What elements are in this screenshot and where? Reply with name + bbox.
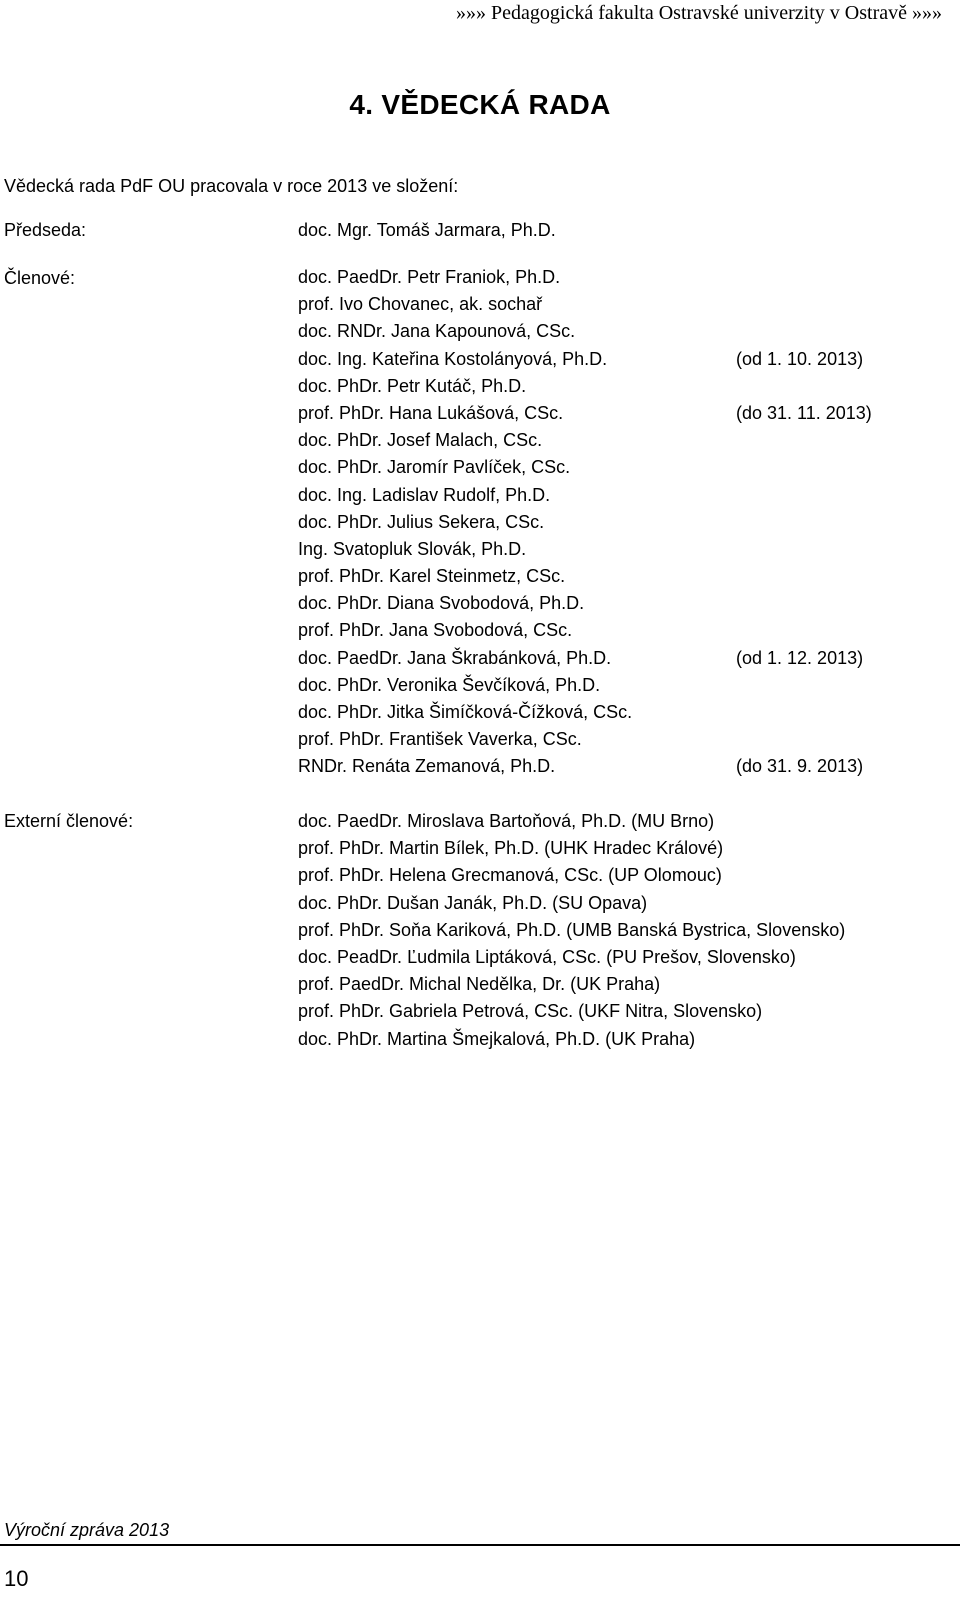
member-item <box>298 373 632 400</box>
member-name: prof. PhDr. Hana Lukášová, CSc. <box>298 402 564 423</box>
external-member-item: doc. PhDr. Martina Šmejkalová, Ph.D. (UK Praha) <box>298 1028 696 1049</box>
member-note: (od 1. 12. 2013) <box>736 647 864 668</box>
external-member-item: prof. PhDr. Helena Grecmanová, CSc. (UP Olomouc) <box>298 865 722 886</box>
chair-name: doc. Mgr. Tomáš Jarmara, Ph.D. <box>298 220 556 240</box>
member-item <box>298 617 632 644</box>
member-name: doc. PhDr. Diana Svobodová, Ph.D. <box>298 593 585 614</box>
external-member-item: prof. PhDr. Soňa Kariková, Ph.D. (UMB Banská Bystrica, Slovensko) <box>298 919 846 940</box>
page-number: 10 <box>4 1566 29 1591</box>
members-list <box>298 264 872 781</box>
member-name: prof. PhDr. Jana Svobodová, CSc. <box>298 620 573 641</box>
external-member-item: prof. PaedDr. Michal Nedělka, Dr. (UK Praha) <box>298 974 661 995</box>
member-name: doc. PhDr. Jitka Šimíčková-Čížková, CSc. <box>298 702 633 722</box>
member-item <box>298 536 632 563</box>
external-member-item: doc. PaedDr. Miroslava Bartoňová, Ph.D. (MU Brno) <box>298 811 715 831</box>
members-label: Členové: <box>4 268 76 288</box>
section-title: 4. VĚDECKÁ RADA <box>349 89 611 120</box>
member-name: doc. PhDr. Josef Malach, CSc. <box>298 430 543 451</box>
member-item <box>298 400 872 427</box>
member-name: doc. PaedDr. Petr Franiok, Ph.D. <box>298 267 561 287</box>
external-member-item: doc. PeadDr. Ľudmila Liptáková, CSc. (PU Prešov, Slovensko) <box>298 946 796 967</box>
member-item <box>298 563 632 590</box>
member-item <box>298 482 632 509</box>
member-name: doc. RNDr. Jana Kapounová, CSc. <box>298 321 576 342</box>
member-item <box>298 509 632 536</box>
running-header: »»» Pedagogická fakulta Ostravské univerzity v Ostravě »»» <box>456 2 942 24</box>
member-name: doc. Ing. Kateřina Kostolányová, Ph.D. <box>298 348 608 369</box>
member-item <box>298 590 632 617</box>
external-member-item: prof. PhDr. Gabriela Petrová, CSc. (UKF Nitra, Slovensko) <box>298 1001 763 1022</box>
member-name: prof. Ivo Chovanec, ak. sochař <box>298 294 543 315</box>
member-name: doc. PaedDr. Jana Škrabánková, Ph.D. <box>298 647 612 668</box>
member-item <box>298 699 632 726</box>
member-item <box>298 264 632 291</box>
member-item <box>298 346 864 373</box>
member-note: (do 31. 11. 2013) <box>736 402 872 423</box>
external-members-list <box>298 808 845 1053</box>
member-item <box>298 672 632 699</box>
member-name: Ing. Svatopluk Slovák, Ph.D. <box>298 538 527 559</box>
intro-text: Vědecká rada PdF OU pracovala v roce 2013 ve složení: <box>4 176 459 196</box>
member-name: doc. PhDr. Petr Kutáč, Ph.D. <box>298 375 527 396</box>
member-item <box>298 291 632 318</box>
external-member-item: doc. PhDr. Dušan Janák, Ph.D. (SU Opava) <box>298 892 648 913</box>
external-members-label: Externí členové: <box>4 811 134 831</box>
member-name: doc. Ing. Ladislav Rudolf, Ph.D. <box>298 484 551 505</box>
member-name: doc. PhDr. Veronika Ševčíková, Ph.D. <box>298 674 601 695</box>
member-name: doc. PhDr. Julius Sekera, CSc. <box>298 511 545 532</box>
member-item <box>298 427 632 454</box>
member-item <box>298 753 864 780</box>
footer-report-title: Výroční zpráva 2013 <box>4 1520 170 1540</box>
member-note: (od 1. 10. 2013) <box>736 348 864 369</box>
member-name: RNDr. Renáta Zemanová, Ph.D. <box>298 756 556 777</box>
member-item <box>298 726 632 753</box>
member-name: prof. PhDr. František Vaverka, CSc. <box>298 729 582 750</box>
member-name: prof. PhDr. Karel Steinmetz, CSc. <box>298 566 566 587</box>
footer-divider <box>0 1544 960 1546</box>
member-item <box>298 318 632 345</box>
chair-label: Předseda: <box>4 220 87 240</box>
member-note: (do 31. 9. 2013) <box>736 756 864 777</box>
member-item <box>298 454 632 481</box>
external-member-item: prof. PhDr. Martin Bílek, Ph.D. (UHK Hradec Králové) <box>298 838 724 859</box>
member-name: doc. PhDr. Jaromír Pavlíček, CSc. <box>298 457 571 478</box>
member-item <box>298 645 864 672</box>
